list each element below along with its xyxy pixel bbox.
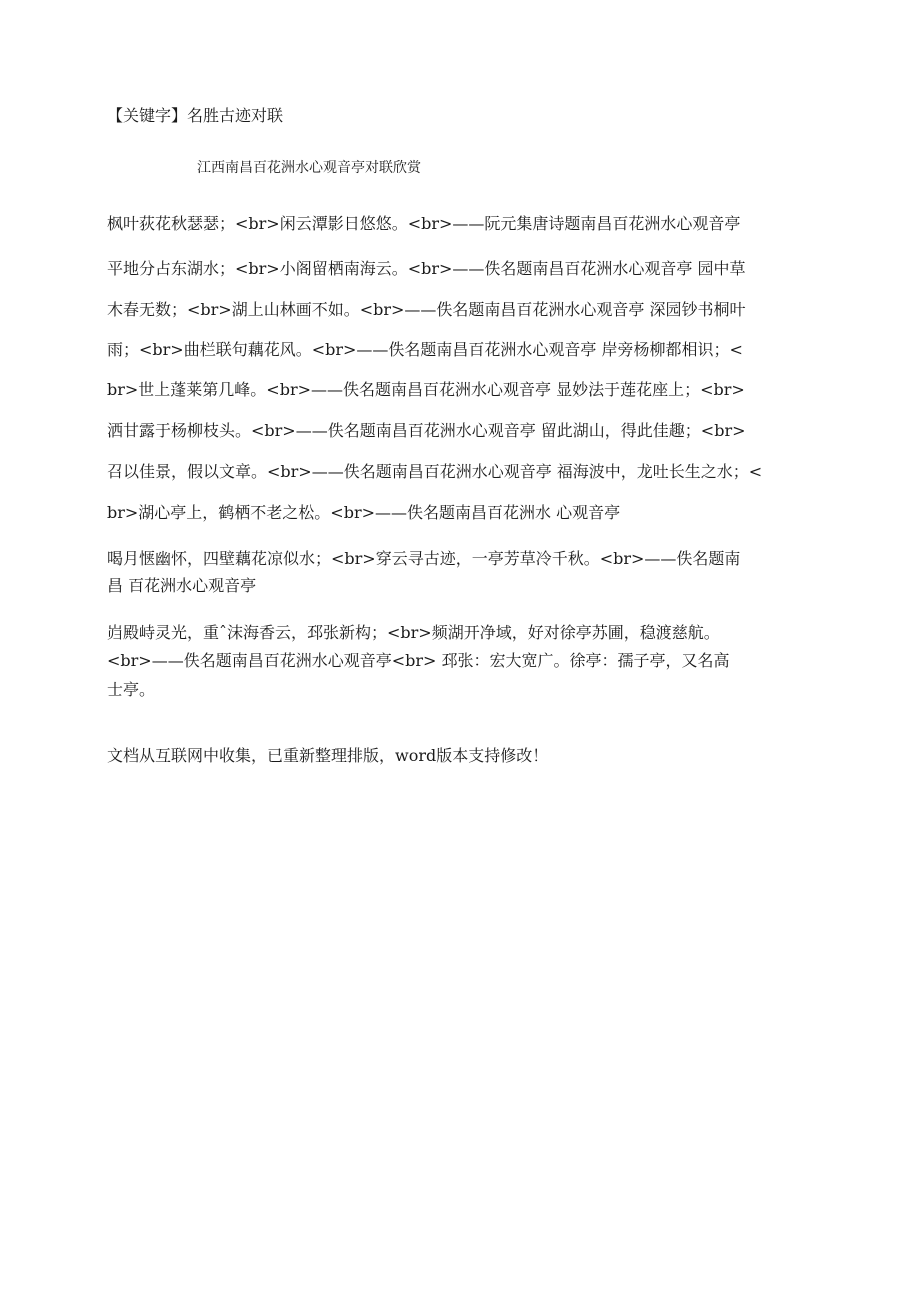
document-title: 江西南昌百花洲水心观音亭对联欣赏 bbox=[197, 160, 421, 176]
body-line: 雨；<br>曲栏联句藕花风。<br>——佚名题南昌百花洲水心观音亭 岸旁杨柳都相识；< bbox=[107, 340, 743, 359]
body-line: 洒甘露于杨柳枝头。<br>——佚名题南昌百花洲水心观音亭 留此湖山，得此佳趣；<br> bbox=[107, 421, 746, 440]
body-line: br>湖心亭上，鹤栖不老之松。<br>——佚名题南昌百花洲水 心观音亭 bbox=[107, 503, 621, 522]
footer-note: 文档从互联网中收集，已重新整理排版，word版本支持修改！ bbox=[107, 746, 549, 765]
body-line: 木春无数；<br>湖上山林画不如。<br>——佚名题南昌百花洲水心观音亭 深园钞书桐叶 bbox=[107, 300, 746, 319]
keyword-line: 【关键字】名胜古迹对联 bbox=[107, 106, 284, 125]
body-line: 岿殿峙灵光，重ˆ沫海香云，邳张新构；<br>频湖开净域，好对徐亭苏圃，稳渡慈航。 bbox=[107, 623, 720, 642]
body-line: 平地分占东湖水；<br>小阁留栖南海云。<br>——佚名题南昌百花洲水心观音亭 园中草 bbox=[107, 259, 746, 278]
body-line: 昌 百花洲水心观音亭 bbox=[107, 576, 257, 595]
body-line: 召以佳景，假以文章。<br>——佚名题南昌百花洲水心观音亭 福海波中，龙吐长生之水；< bbox=[107, 462, 763, 481]
body-line: 士亭。 bbox=[107, 680, 156, 699]
body-line: <br>——佚名题南昌百花洲水心观音亭<br> 邳张：宏大宽广。徐亭：孺子亭，又名高 bbox=[107, 651, 730, 670]
body-line: 喝月惬幽怀，四壁藕花凉似水；<br>穿云寻古迹，一亭芳草冷千秋。<br>——佚名题南 bbox=[107, 549, 741, 568]
body-line: 枫叶荻花秋瑟瑟；<br>闲云潭影日悠悠。<br>——阮元集唐诗题南昌百花洲水心观音亭 bbox=[107, 214, 741, 233]
body-line: br>世上蓬莱第几峰。<br>——佚名题南昌百花洲水心观音亭 显妙法于莲花座上；<br> bbox=[107, 380, 745, 399]
